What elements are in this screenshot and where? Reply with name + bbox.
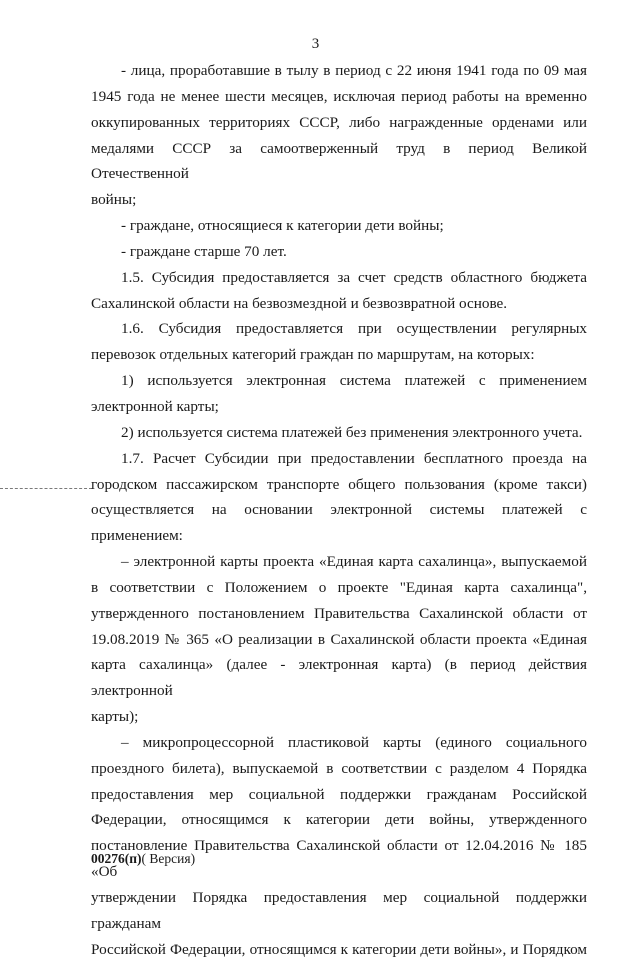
text-line bbox=[91, 807, 587, 833]
text-line bbox=[91, 885, 587, 937]
text-line-content: 2) используется система платежей без применения электронного учета. bbox=[121, 423, 583, 441]
text-line bbox=[91, 472, 587, 498]
text-line bbox=[91, 782, 587, 808]
text-line-content: медалями СССР за самоотверженный труд в период Великой Отечественной bbox=[91, 139, 587, 183]
text-line bbox=[91, 549, 587, 575]
margin-dashed-line bbox=[0, 488, 92, 489]
text-line bbox=[91, 110, 587, 136]
text-line-content: утвержденного постановлением Правительства Сахалинской области от bbox=[91, 604, 587, 622]
text-line bbox=[91, 291, 587, 317]
page-number: 3 bbox=[311, 36, 320, 52]
text-line-content: предоставления мер социальной поддержки гражданам Российской bbox=[91, 785, 587, 803]
text-line bbox=[91, 394, 587, 420]
text-line bbox=[91, 575, 587, 601]
text-line bbox=[91, 420, 587, 446]
text-line bbox=[91, 652, 587, 704]
text-line-content: Сахалинской области на безвозмездной и безвозвратной основе. bbox=[91, 294, 508, 312]
text-line bbox=[91, 601, 587, 627]
text-line-content: - граждане, относящиеся к категории дети войны; bbox=[121, 217, 444, 235]
text-line bbox=[91, 265, 587, 291]
text-line-content: в соответствии с Положением о проекте "Единая карта сахалинца", bbox=[91, 578, 587, 596]
text-line bbox=[91, 342, 587, 368]
text-line bbox=[91, 136, 587, 188]
text-line bbox=[91, 368, 587, 394]
text-line bbox=[91, 239, 587, 265]
text-line-content: оккупированных территориях СССР, либо награжденные орденами или bbox=[91, 113, 587, 131]
text-line-content: 19.08.2019 № 365 «О реализации в Сахалинской области проекта «Единая bbox=[91, 630, 587, 648]
document-body bbox=[91, 58, 587, 963]
text-line-content: - лица, проработавшие в тылу в период с 22 июня 1941 года по 09 мая bbox=[121, 62, 587, 79]
text-line-content: карта сахалинца» (далее - электронная карта) (в период действия электронной bbox=[91, 656, 587, 700]
text-line-content: войны; bbox=[91, 191, 137, 209]
text-line-content: 1.5. Субсидия предоставляется за счет средств областного бюджета bbox=[121, 268, 587, 286]
text-line-content: перевозок отдельных категорий граждан по маршрутам, на которых: bbox=[91, 346, 535, 364]
text-line bbox=[91, 704, 587, 730]
text-line-content: проездного билета), выпускаемой в соответствии с разделом 4 Порядка bbox=[91, 759, 587, 777]
text-line bbox=[91, 187, 587, 213]
text-line-content: городском пассажирском транспорте общего пользования (кроме такси) bbox=[91, 475, 587, 493]
text-line bbox=[91, 316, 587, 342]
text-line bbox=[91, 58, 587, 84]
text-line-content: карты); bbox=[91, 708, 139, 726]
text-line-content: 1945 года не менее шести месяцев, исключая период работы на временно bbox=[91, 87, 587, 105]
text-line-content: - граждане старше 70 лет. bbox=[121, 242, 287, 260]
text-line bbox=[91, 730, 587, 756]
text-line-content: осуществляется на основании электронной системы платежей с применением: bbox=[91, 501, 587, 545]
text-line-content: постановление Правительства Сахалинской области от 12.04.2016 № 185 «Об bbox=[91, 837, 587, 881]
document-code: 00276(п) bbox=[91, 851, 142, 866]
text-line bbox=[91, 756, 587, 782]
text-line-content: 1.7. Расчет Субсидии при предоставлении бесплатного проезда на bbox=[121, 449, 587, 467]
text-line bbox=[91, 497, 587, 549]
text-line-content: – микропроцессорной пластиковой карты (единого социального bbox=[121, 733, 587, 751]
text-line bbox=[91, 446, 587, 472]
text-line-content: – электронной карты проекта «Единая карта сахалинца», выпускаемой bbox=[121, 553, 587, 571]
text-line bbox=[91, 937, 587, 963]
text-line bbox=[91, 84, 587, 110]
document-footer bbox=[91, 851, 195, 867]
text-line bbox=[91, 213, 587, 239]
text-line-content: 1.6. Субсидия предоставляется при осуществлении регулярных bbox=[121, 320, 587, 338]
text-line bbox=[91, 627, 587, 653]
text-line-content: Российской Федерации, относящимся к категории дети войны», и Порядком bbox=[91, 940, 587, 958]
text-line-content: 1) используется электронная система платежей с применением bbox=[121, 372, 587, 390]
text-line-content: электронной карты; bbox=[91, 397, 219, 415]
document-version: ( Версия) bbox=[141, 851, 196, 866]
text-line-content: утверждении Порядка предоставления мер социальной поддержки гражданам bbox=[91, 889, 587, 932]
text-line-content: Федерации, относящимся к категории дети войны, утвержденного bbox=[91, 811, 587, 829]
